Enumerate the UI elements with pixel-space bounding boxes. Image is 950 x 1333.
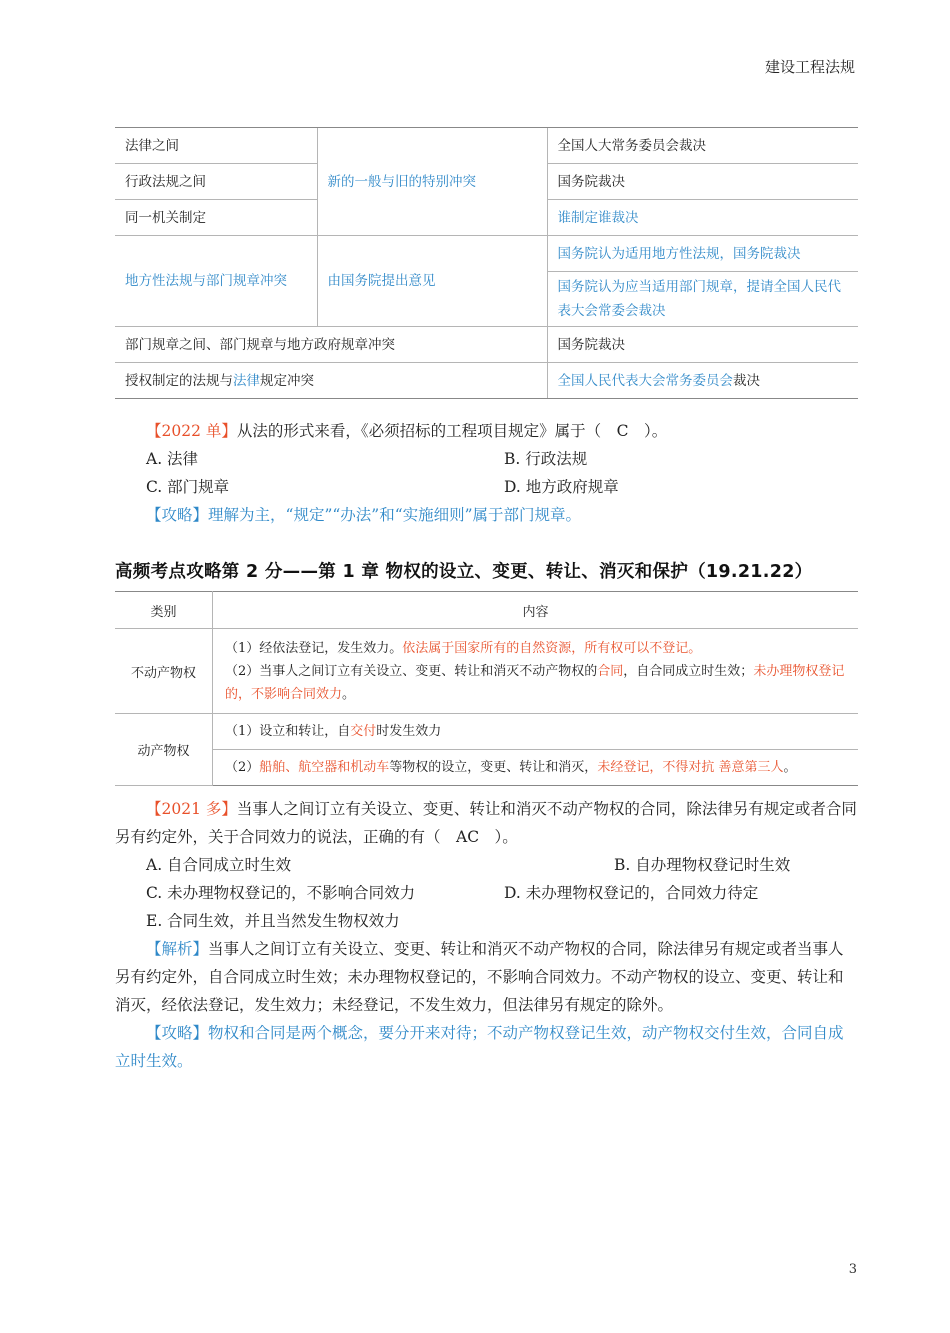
item-highlight: 未办理物权登记的，不影响合同效力 <box>225 663 845 702</box>
table-cell: 新的一般与旧的特别冲突 <box>317 128 547 236</box>
item-highlight: 船舶、航空器和机动车 <box>259 760 390 775</box>
column-header-content: 内容 <box>213 592 859 629</box>
question-stem: 从法的形式来看，《必须招标的工程项目规定》属于（ C ）。 <box>236 422 668 440</box>
table-cell <box>547 363 858 399</box>
content-cell <box>213 629 859 714</box>
table-cell: 部门规章之间、部门规章与地方政府规章冲突 <box>115 327 547 363</box>
column-header-category: 类别 <box>115 592 213 629</box>
conflict-resolution-table <box>115 127 858 399</box>
option-b: B. 行政法规 <box>504 450 588 468</box>
analysis-tag: 【解析】 <box>146 940 209 958</box>
table-row <box>115 363 858 399</box>
table-row <box>115 750 858 786</box>
tip-text: 物权和合同是两个概念，要分开来对待；不动产物权登记生效，动产物权交付生效，合同自成立时生效。 <box>115 1024 844 1070</box>
option-e: E. 合同生效，并且当然发生物权效力 <box>146 912 400 930</box>
content-item <box>225 637 848 660</box>
question-2021 <box>115 795 858 851</box>
content-cell <box>213 714 859 750</box>
table-row <box>115 327 858 363</box>
question-tag: 【2022 单】 <box>146 422 237 440</box>
cell-text: 规定冲突 <box>260 372 314 389</box>
table-cell: 同一机关制定 <box>115 200 317 236</box>
table-header-row <box>115 592 858 629</box>
option-a: A. 法律 <box>146 450 199 468</box>
item-highlight: 合同 <box>597 663 624 679</box>
question-tag: 【2021 多】 <box>146 800 237 818</box>
option-c: C. 部门规章 <box>146 478 230 496</box>
item-highlight: 交付 <box>350 724 377 739</box>
item-text: 。 <box>342 686 356 702</box>
cell-highlight: 法律 <box>233 372 260 389</box>
analysis-2021 <box>115 935 858 1019</box>
table-cell: 由国务院提出意见 <box>317 236 547 327</box>
tip-tag: 【攻略】 <box>146 1024 209 1042</box>
category-cell: 动产物权 <box>115 714 213 786</box>
item-text: （1）设立和转让，自 <box>225 724 351 739</box>
item-text: （2） <box>225 760 260 775</box>
item-text: ，自合同成立时生效； <box>623 663 754 679</box>
table-row <box>115 714 858 750</box>
tip-tag: 【攻略】 <box>146 506 209 524</box>
item-text: 。 <box>783 760 797 775</box>
option-a: A. 自合同成立时生效 <box>146 856 292 874</box>
table-cell: 国务院认为适用地方性法规，国务院裁决 <box>547 236 858 272</box>
cell-text: 裁决 <box>733 372 760 389</box>
item-text: （1）经依法登记，发生效力。 <box>225 640 403 656</box>
analysis-text: 当事人之间订立有关设立、变更、转让和消灭不动产物权的合同，除法律另有规定或者当事人另有约定外，自合同成立时生效；未办理物权登记的，不影响合同效力。不动产物权的设立、变更、转让和消灭，经依法登记，发生效力；未经登记，不发生效力，但法律另有规定的除外。 <box>115 940 844 1014</box>
table-cell: 谁制定谁裁决 <box>547 200 858 236</box>
table-row <box>115 128 858 164</box>
table-cell <box>115 363 547 399</box>
question-2022 <box>115 417 858 445</box>
table-row <box>115 236 858 272</box>
table-cell: 法律之间 <box>115 128 317 164</box>
question-stem: 当事人之间订立有关设立、变更、转让和消灭不动产物权的合同，除法律另有规定或者合同另有约定外，关于合同效力的说法，正确的有（ AC ）。 <box>115 800 857 846</box>
table-cell: 行政法规之间 <box>115 164 317 200</box>
table-cell: 国务院裁决 <box>547 164 858 200</box>
item-highlight: 未经登记，不得对抗 善意第三人 <box>597 760 784 775</box>
tip-2021 <box>115 1019 858 1075</box>
tip-text: 理解为主，“规定”“办法”和“实施细则”属于部门规章。 <box>208 506 582 524</box>
table-cell: 地方性法规与部门规章冲突 <box>115 236 317 327</box>
item-text: （2）当事人之间订立有关设立、变更、转让和消灭不动产物权的 <box>225 663 598 679</box>
table-cell: 全国人大常务委员会裁决 <box>547 128 858 164</box>
content-item <box>225 660 848 706</box>
category-cell: 不动产物权 <box>115 629 213 714</box>
item-text: 等物权的设立，变更、转让和消灭， <box>389 760 598 775</box>
property-rights-table <box>115 591 858 786</box>
item-highlight: 依法属于国家所有的自然资源，所有权可以不登记。 <box>402 640 702 656</box>
option-d: D. 未办理物权登记的，合同效力待定 <box>504 884 759 902</box>
option-d: D. 地方政府规章 <box>504 478 619 496</box>
running-header: 建设工程法规 <box>764 58 855 76</box>
content-cell <box>213 750 859 786</box>
page-number: 3 <box>848 1262 857 1277</box>
item-text: 时发生效力 <box>376 724 442 739</box>
cell-highlight: 全国人民代表大会常务委员会 <box>557 372 733 389</box>
section-title: 高频考点攻略第 2 分——第 1 章 物权的设立、变更、转让、消灭和保护（19.21.22） <box>115 562 813 582</box>
table-cell: 国务院认为应当适用部门规章，提请全国人民代表大会常委会裁决 <box>547 272 858 327</box>
cell-text: 授权制定的法规与 <box>125 372 233 389</box>
tip-2022 <box>115 501 858 529</box>
table-cell: 国务院裁决 <box>547 327 858 363</box>
table-row <box>115 629 858 714</box>
option-b: B. 自办理物权登记时生效 <box>614 856 791 874</box>
option-c: C. 未办理物权登记的，不影响合同效力 <box>146 884 416 902</box>
